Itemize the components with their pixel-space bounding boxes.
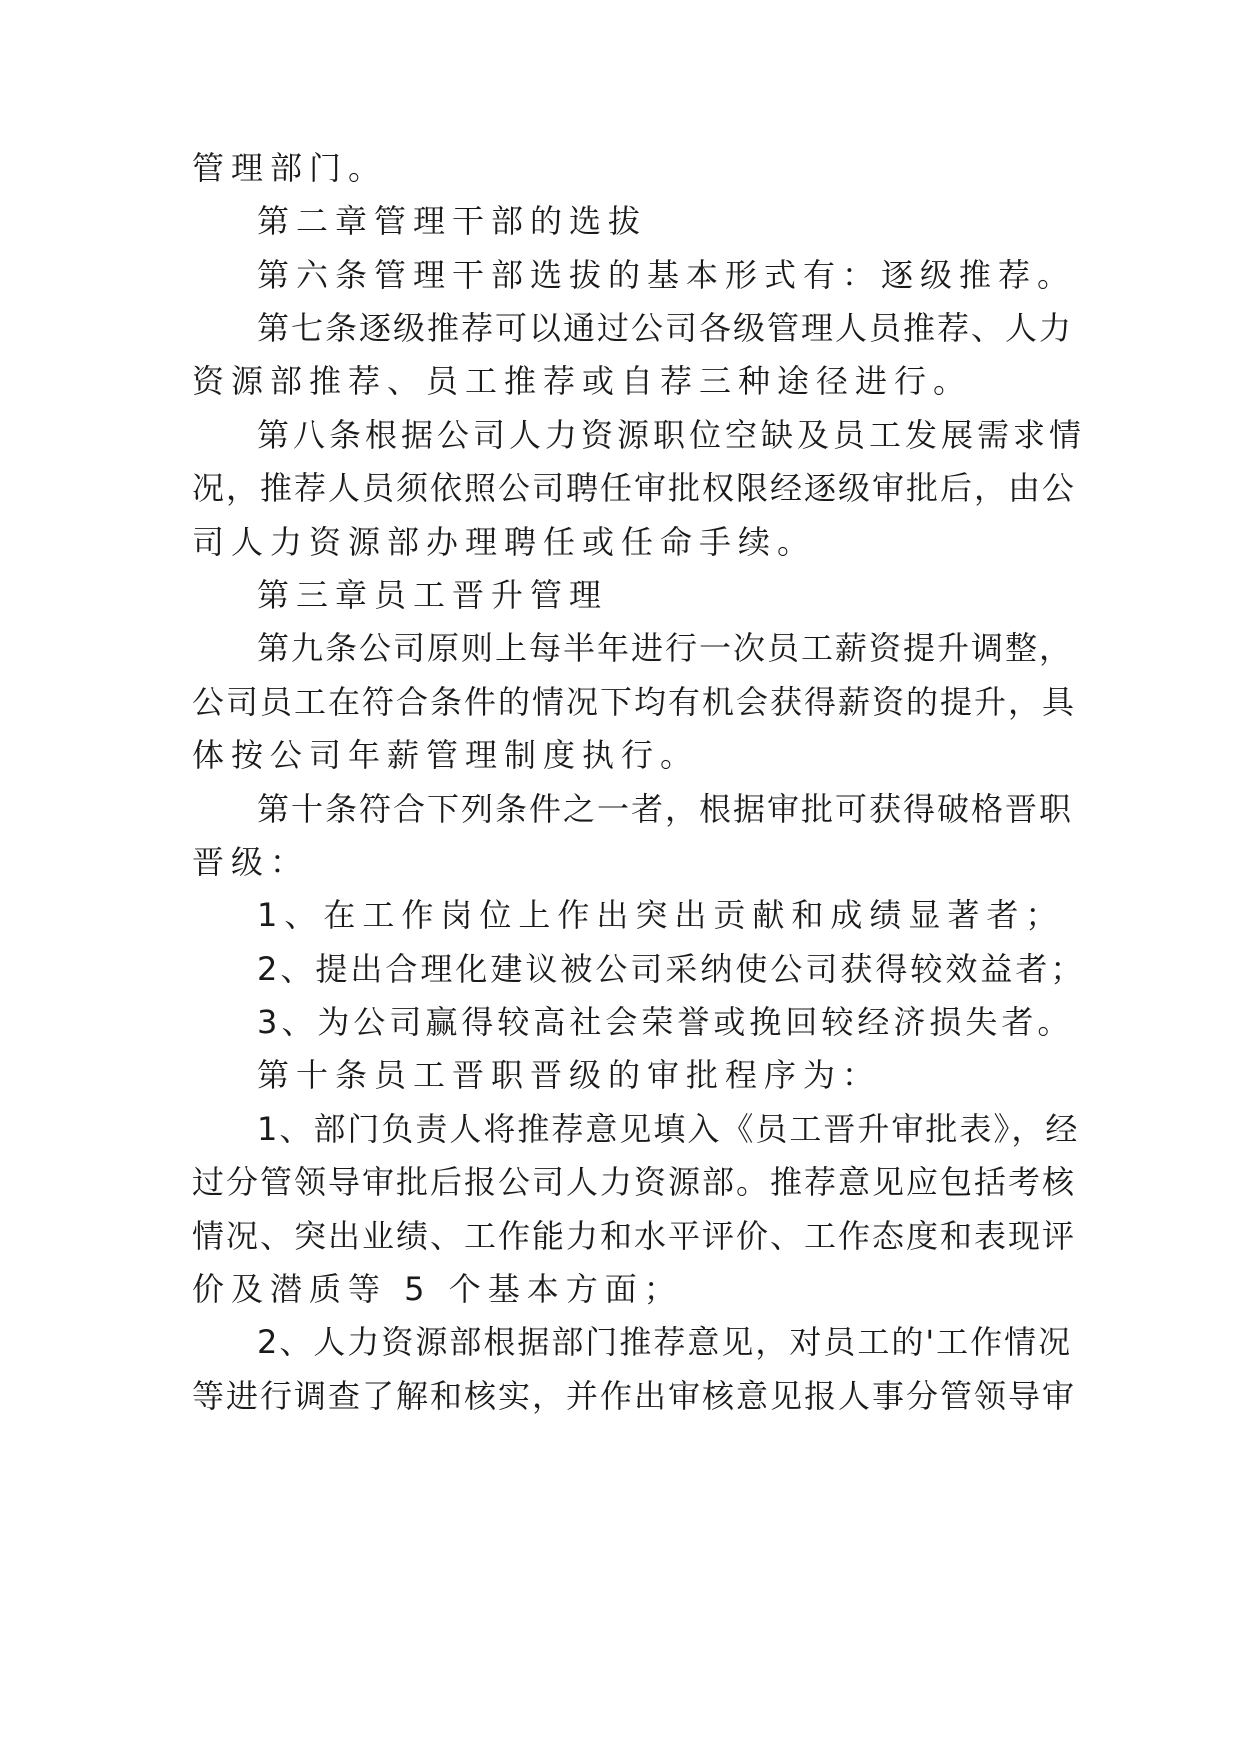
- list-item: 2、人力资源部根据部门推荐意见，对员工的'工作情况: [257, 1323, 1073, 1361]
- text-line: 公司员工在符合条件的情况下均有机会获得薪资的提升，具: [192, 683, 1077, 721]
- text-line: 司人力资源部办理聘任或任命手续。: [192, 523, 817, 561]
- text-line: 第九条公司原则上每半年进行一次员工薪资提升调整，: [257, 629, 1074, 667]
- text-line: 管理部门。: [192, 149, 388, 187]
- text-line: 第七条逐级推荐可以通过公司各级管理人员推荐、人力: [257, 309, 1074, 347]
- text-line: 情况、突出业绩、工作能力和水平评价、工作态度和表现评: [192, 1217, 1077, 1255]
- text-line: 第十条符合下列条件之一者，根据审批可获得破格晋职: [257, 790, 1074, 828]
- text-line: 体按公司年薪管理制度执行。: [192, 736, 700, 774]
- text-line: 价及潜质等 5 个基本方面；: [192, 1270, 683, 1308]
- text-line: 晋级：: [192, 843, 310, 881]
- list-item: 1、部门负责人将推荐意见填入《员工晋升审批表》，经: [257, 1110, 1080, 1148]
- text-line: 况，推荐人员须依照公司聘任审批权限经逐级审批后，由公: [192, 469, 1077, 507]
- text-line: 第六条管理干部选拔的基本形式有：逐级推荐。: [257, 256, 1077, 294]
- chapter-heading: 第三章员工晋升管理: [257, 576, 609, 614]
- list-item: 2、提出合理化建议被公司采纳使公司获得较效益者；: [257, 950, 1086, 988]
- text-line: 第八条根据公司人力资源职位空缺及员工发展需求情: [257, 416, 1086, 454]
- list-item: 3、为公司赢得较高社会荣誉或挽回较经济损失者。: [257, 1003, 1074, 1041]
- text-line: 资源部推荐、员工推荐或自荐三种途径进行。: [192, 362, 973, 400]
- text-line: 第十条员工晋职晋级的审批程序为：: [257, 1056, 882, 1094]
- text-line: 过分管领导审批后报公司人力资源部。推荐意见应包括考核: [192, 1163, 1077, 1201]
- text-line: 等进行调查了解和核实，并作出审核意见报人事分管领导审: [192, 1377, 1077, 1415]
- list-item: 1、在工作岗位上作出突出贡献和成绩显著者；: [257, 896, 1065, 934]
- chapter-heading: 第二章管理干部的选拔: [257, 202, 648, 240]
